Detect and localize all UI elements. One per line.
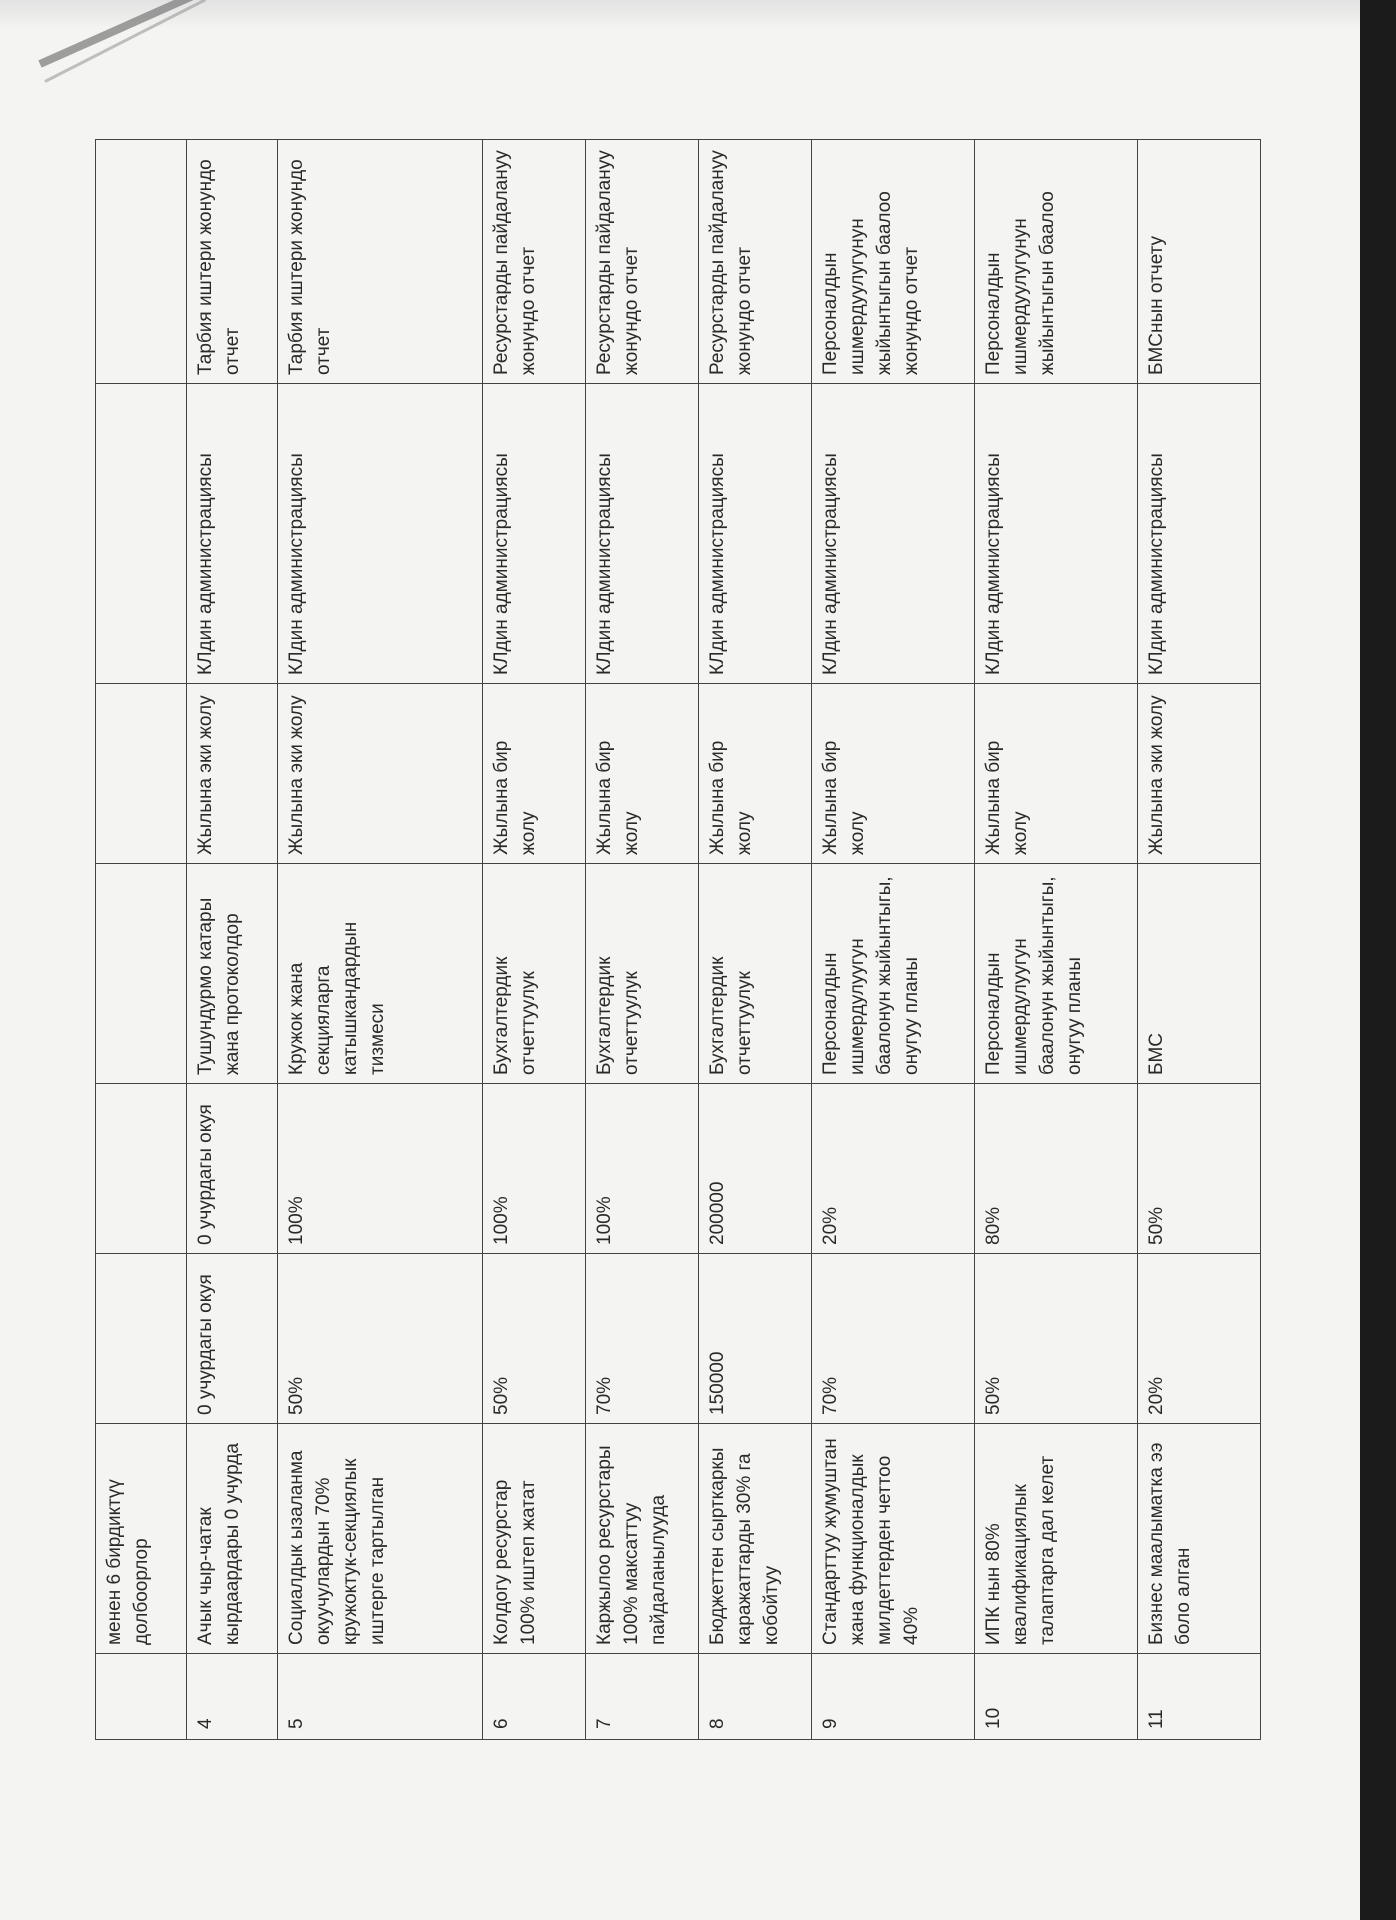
cell-source: Бухгалтердик отчеттуулук xyxy=(586,864,699,1084)
cell-task: Ачык чыр-чатак кырдаардары 0 учурда xyxy=(187,1424,278,1654)
cell-number: 4 xyxy=(187,1654,278,1740)
cell-frequency: Жылына эки жолу xyxy=(1138,684,1261,864)
cell-number: 11 xyxy=(1138,1654,1261,1740)
cell-target: 50% xyxy=(1138,1084,1261,1254)
cell-target: 100% xyxy=(483,1084,586,1254)
table-row xyxy=(586,140,699,1740)
cell-baseline: 20% xyxy=(1138,1254,1261,1424)
cell-responsible: КЛдин администрациясы xyxy=(1138,384,1261,684)
cell-source: Бухгалтердик отчеттуулук xyxy=(699,864,812,1084)
cell-source: Персоналдын ишмердулуугун баалонун жыйынтыгы, онугуу планы xyxy=(975,864,1138,1084)
cell-report: Тарбия иштери жонундо отчет xyxy=(187,140,278,384)
cell-task: менен 6 бирдиктүү долбоорлор xyxy=(96,1424,187,1654)
cell-number xyxy=(96,1654,187,1740)
cell-empty xyxy=(96,1254,187,1424)
table-row xyxy=(187,140,278,1740)
cell-empty xyxy=(96,384,187,684)
scan-top-shadow xyxy=(0,0,1360,30)
cell-report: Персоналдын ишмердуулугунун жыйынтыгын баалоо xyxy=(975,140,1138,384)
cell-number: 9 xyxy=(812,1654,975,1740)
table-row-continued xyxy=(96,140,187,1740)
cell-target: 80% xyxy=(975,1084,1138,1254)
cell-report: Ресурстарды пайдалануу жонундо отчет xyxy=(483,140,586,384)
cell-task: Каржылоо ресурстары 100% максаттуу пайдаланылууда xyxy=(586,1424,699,1654)
cell-report: Ресурстарды пайдалануу жонундо отчет xyxy=(586,140,699,384)
cell-responsible: КЛдин администрациясы xyxy=(586,384,699,684)
cell-number: 10 xyxy=(975,1654,1138,1740)
cell-responsible: КЛдин администрациясы xyxy=(483,384,586,684)
cell-target: 20% xyxy=(812,1084,975,1254)
table-row xyxy=(975,140,1138,1740)
cell-baseline: 70% xyxy=(586,1254,699,1424)
cell-frequency: Жылына эки жолу xyxy=(187,684,278,864)
cell-task: Бизнес маалыматка ээ боло алган xyxy=(1138,1424,1261,1654)
cell-number: 5 xyxy=(278,1654,483,1740)
cell-frequency: Жылына бир жолу xyxy=(812,684,975,864)
cell-frequency: Жылына бир жолу xyxy=(586,684,699,864)
cell-empty xyxy=(96,140,187,384)
cell-number: 7 xyxy=(586,1654,699,1740)
cell-task: Колдогу ресурстар 100% иштеп жатат xyxy=(483,1424,586,1654)
cell-responsible: КЛдин администрациясы xyxy=(278,384,483,684)
cell-task: Социалдык ызаланма окуучулардын 70% кружоктук-секциялык иштерге тартылган xyxy=(278,1424,483,1654)
cell-responsible: КЛдин администрациясы xyxy=(699,384,812,684)
cell-target: 0 учурдагы окуя xyxy=(187,1084,278,1254)
table-row xyxy=(278,140,483,1740)
cell-source: Тушундурмо катары жана протоколдор xyxy=(187,864,278,1084)
cell-report: БМСнын отчету xyxy=(1138,140,1261,384)
cell-frequency: Жылына бир жолу xyxy=(699,684,812,864)
scan-right-edge xyxy=(1360,0,1396,1920)
cell-target: 200000 xyxy=(699,1084,812,1254)
cell-number: 6 xyxy=(483,1654,586,1740)
table-row xyxy=(483,140,586,1740)
table-row xyxy=(699,140,812,1740)
cell-source: Бухгалтердик отчеттуулук xyxy=(483,864,586,1084)
cell-target: 100% xyxy=(278,1084,483,1254)
cell-report: Ресурстарды пайдалануу жонундо отчет xyxy=(699,140,812,384)
cell-baseline: 0 учурдагы окуя xyxy=(187,1254,278,1424)
cell-source: Кружок жана секцияларга катышкандардын тизмеси xyxy=(278,864,483,1084)
cell-source: БМС xyxy=(1138,864,1261,1084)
table-row xyxy=(1138,140,1261,1740)
cell-baseline: 50% xyxy=(975,1254,1138,1424)
cell-task: Стандарттуу жумуштан жана функционалдык милдеттерден четтоо 40% xyxy=(812,1424,975,1654)
cell-baseline: 50% xyxy=(278,1254,483,1424)
cell-empty xyxy=(96,1084,187,1254)
cell-report: Персоналдын ишмердуулугунун жыйынтыгын баалоо жонундо отчет xyxy=(812,140,975,384)
cell-number: 8 xyxy=(699,1654,812,1740)
cell-frequency: Жылына эки жолу xyxy=(278,684,483,864)
monitoring-table xyxy=(95,139,1261,1740)
cell-frequency: Жылына бир жолу xyxy=(975,684,1138,864)
cell-empty xyxy=(96,864,187,1084)
cell-task: Бюджеттен сырткаркы каражаттарды 30% га кобойтуу xyxy=(699,1424,812,1654)
cell-responsible: КЛдин администрациясы xyxy=(975,384,1138,684)
cell-empty xyxy=(96,684,187,864)
cell-task: ИПК нын 80% квалификациялык талаптарга дал келет xyxy=(975,1424,1138,1654)
table-row xyxy=(812,140,975,1740)
cell-source: Персоналдын ишмердулуугун баалонун жыйынтыгы, онугуу планы xyxy=(812,864,975,1084)
cell-responsible: КЛдин администрациясы xyxy=(812,384,975,684)
cell-target: 100% xyxy=(586,1084,699,1254)
rotated-page xyxy=(95,140,1335,1740)
cell-baseline: 150000 xyxy=(699,1254,812,1424)
cell-baseline: 70% xyxy=(812,1254,975,1424)
cell-report: Тарбия иштери жонундо отчет xyxy=(278,140,483,384)
cell-responsible: КЛдин администрациясы xyxy=(187,384,278,684)
cell-frequency: Жылына бир жолу xyxy=(483,684,586,864)
cell-baseline: 50% xyxy=(483,1254,586,1424)
